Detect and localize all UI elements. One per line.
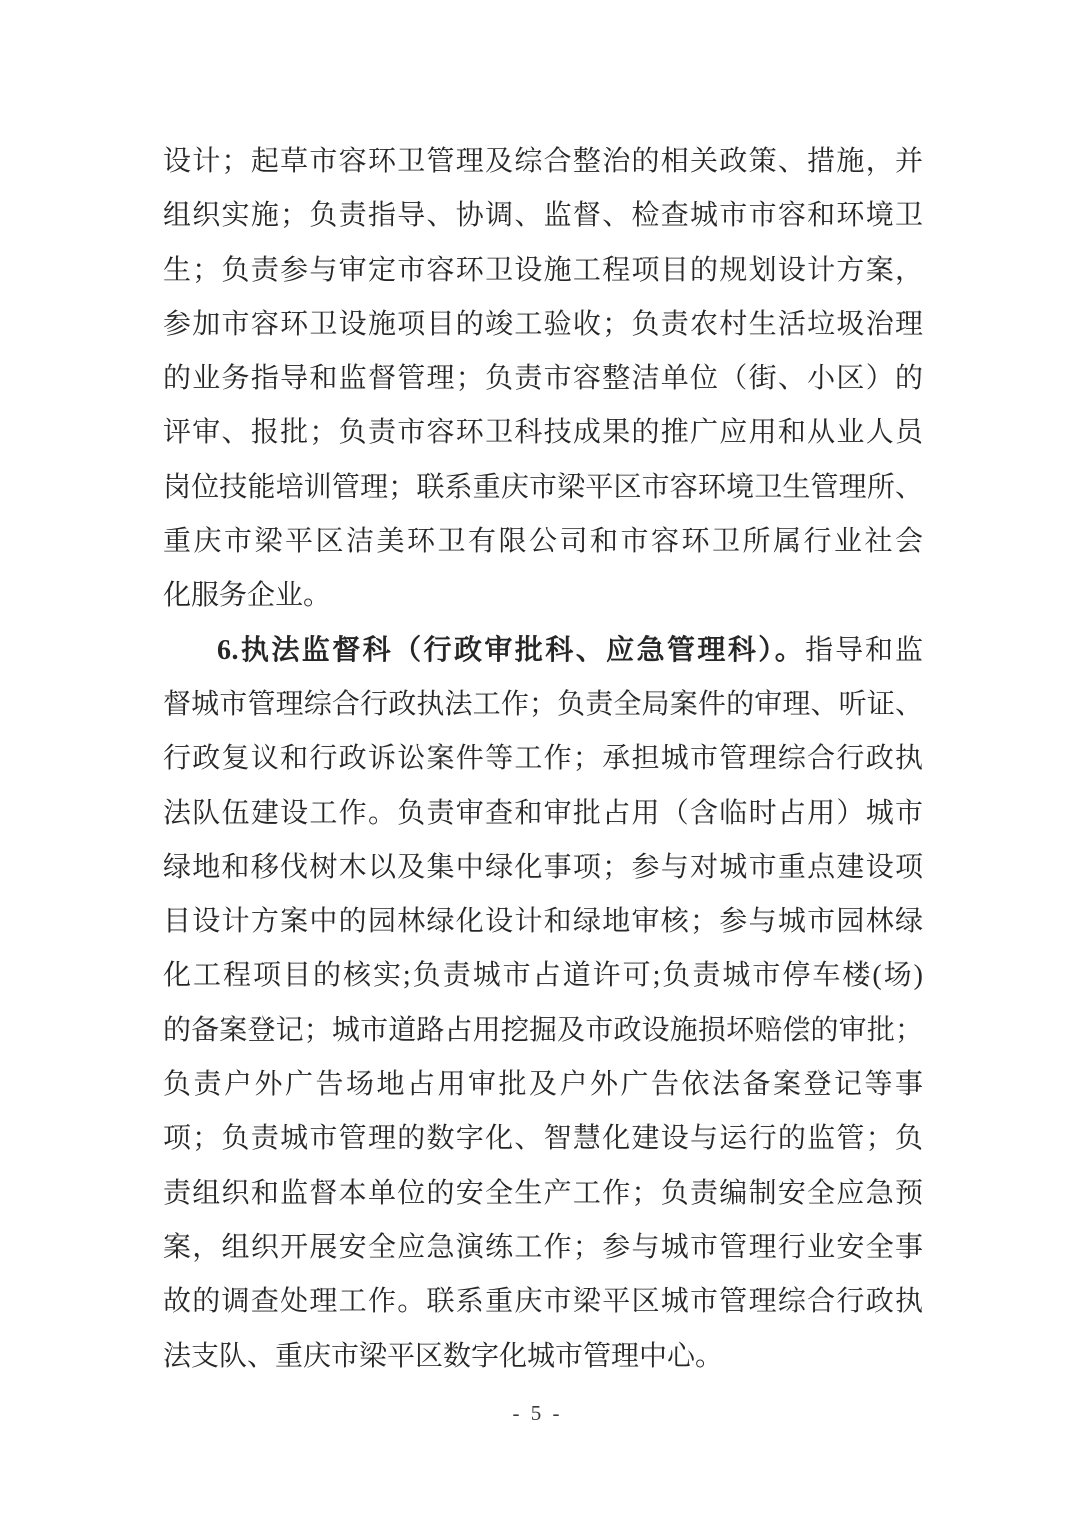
text-line: 督城市管理综合行政执法工作；负责全局案件的审理、听证、 bbox=[163, 688, 923, 720]
text-line: 的业务指导和监督管理；负责市容整洁单位（街、小区）的 bbox=[163, 363, 923, 395]
text-line: 化工程项目的核实;负责城市占道许可;负责城市停车楼(场) bbox=[163, 960, 923, 992]
text-line: 设计；起草市容环卫管理及综合整治的相关政策、措施，并 bbox=[163, 146, 923, 177]
document-body bbox=[163, 135, 923, 1384]
text-line: 评审、报批；负责市容环卫科技成果的推广应用和从业人员 bbox=[163, 417, 923, 449]
text-line: 法支队、重庆市梁平区数字化城市管理中心。 bbox=[163, 1340, 724, 1372]
text-line: 重庆市梁平区洁美环卫有限公司和市容环卫所属行业社会 bbox=[163, 526, 923, 558]
text-line: 组织实施；负责指导、协调、监督、检查城市市容和环境卫 bbox=[163, 200, 923, 232]
section-heading-line: 6.执法监督科（行政审批科、应急管理科）。指导和监 bbox=[217, 634, 923, 666]
text-line: 项；负责城市管理的数字化、智慧化建设与运行的监管；负 bbox=[163, 1123, 923, 1155]
text-line: 责组织和监督本单位的安全生产工作；负责编制安全应急预 bbox=[163, 1177, 923, 1209]
text-line: 化服务企业。 bbox=[163, 580, 332, 612]
text-line: 法队伍建设工作。负责审查和审批占用（含临时占用）城市 bbox=[163, 797, 923, 829]
text-line: 的备案登记；城市道路占用挖掘及市政设施损坏赔偿的审批； bbox=[163, 1014, 923, 1046]
text-line: 参加市容环卫设施项目的竣工验收；负责农村生活垃圾治理 bbox=[163, 308, 923, 340]
text-line: 负责户外广告场地占用审批及户外广告依法备案登记等事 bbox=[163, 1069, 923, 1101]
page-number: - 5 - bbox=[512, 1401, 563, 1425]
section-heading: 6.执法监督科（行政审批科、应急管理科）。 bbox=[217, 634, 806, 666]
text-line: 岗位技能培训管理；联系重庆市梁平区市容环境卫生管理所、 bbox=[163, 471, 923, 503]
text-line: 绿地和移伐树木以及集中绿化事项；参与对城市重点建设项 bbox=[163, 851, 923, 883]
text-line: 目设计方案中的园林绿化设计和绿地审核；参与城市园林绿 bbox=[163, 906, 923, 938]
text-line: 行政复议和行政诉讼案件等工作；承担城市管理综合行政执 bbox=[163, 743, 923, 775]
text-line: 生；负责参与审定市容环卫设施工程项目的规划设计方案， bbox=[163, 254, 923, 286]
text-line: 案，组织开展安全应急演练工作；参与城市管理行业安全事 bbox=[163, 1231, 923, 1263]
text-line: 故的调查处理工作。联系重庆市梁平区城市管理综合行政执 bbox=[163, 1286, 923, 1318]
